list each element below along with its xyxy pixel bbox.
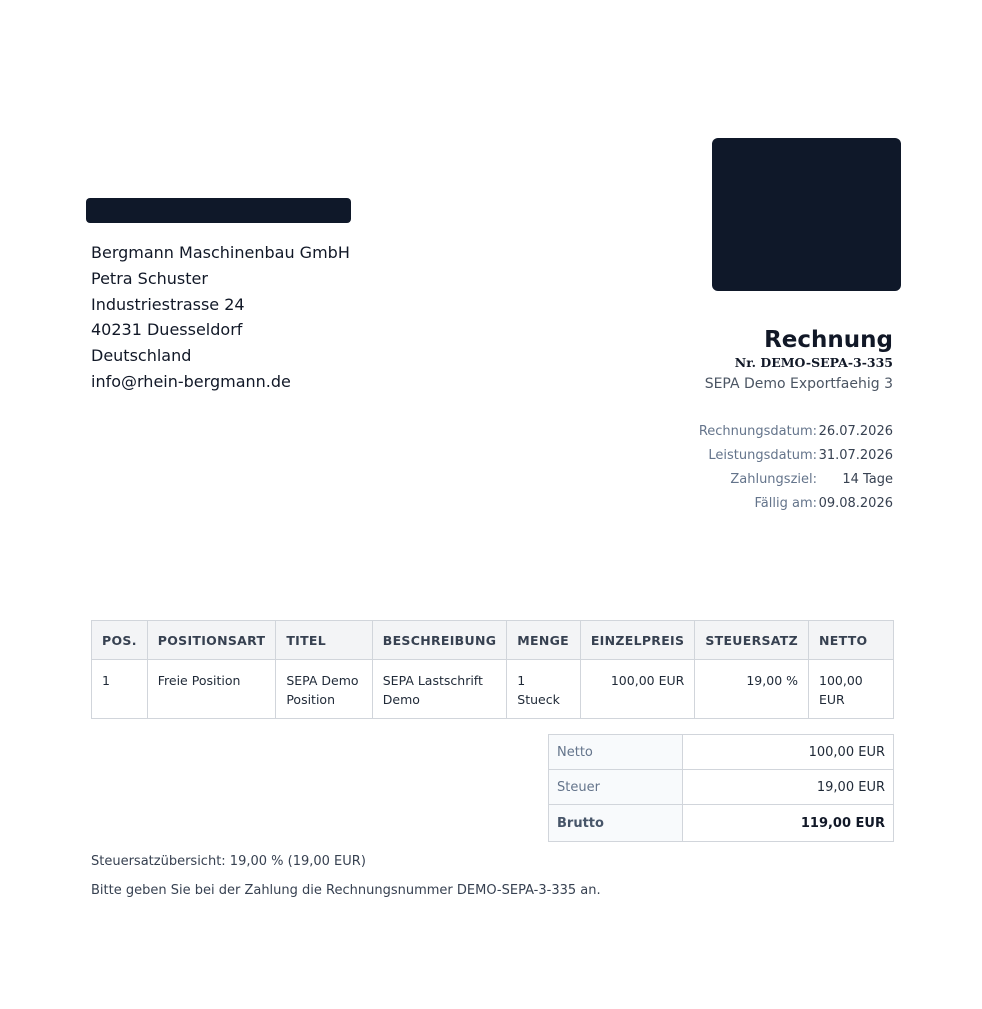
cell-pos: 1	[92, 660, 148, 719]
meta-row-invoice-date	[699, 420, 893, 444]
meta-value: 14 Tage	[842, 472, 893, 487]
column-header-steuersatz: STEUERSATZ	[695, 621, 809, 660]
totals-value: 100,00 EUR	[683, 735, 894, 770]
column-header-positionsart: POSITIONSART	[147, 621, 276, 660]
redacted-sender-line	[86, 198, 351, 223]
meta-row-payment-term	[699, 468, 893, 492]
recipient-street: Industriestrasse 24	[91, 294, 245, 314]
column-header-titel: TITEL	[276, 621, 372, 660]
cell-menge: 1 Stueck	[507, 660, 581, 719]
invoice-header	[705, 326, 893, 395]
recipient-city: 40231 Duesseldorf	[91, 320, 243, 340]
meta-value: 09.08.2026	[818, 496, 893, 511]
table-header-row	[92, 621, 894, 660]
totals-row-brutto	[549, 805, 894, 842]
totals-row-steuer	[549, 770, 894, 805]
column-header-netto: NETTO	[809, 621, 894, 660]
meta-row-service-date	[699, 444, 893, 468]
column-header-beschreibung: BESCHREIBUNG	[372, 621, 507, 660]
table-row	[92, 660, 894, 719]
meta-label: Rechnungsdatum:	[698, 424, 817, 439]
meta-value: 31.07.2026	[818, 448, 893, 463]
totals-row-netto	[549, 735, 894, 770]
recipient-address	[91, 240, 350, 395]
recipient-email: info@rhein-bergmann.de	[91, 371, 291, 391]
totals-value: 119,00 EUR	[683, 805, 894, 842]
invoice-subject: SEPA Demo Exportfaehig 3	[704, 376, 893, 392]
meta-row-due-date	[699, 492, 893, 516]
cell-positionsart: Freie Position	[147, 660, 276, 719]
cell-netto: 100,00 EUR	[809, 660, 894, 719]
column-header-menge: MENGE	[507, 621, 581, 660]
cell-einzelpreis: 100,00 EUR	[580, 660, 695, 719]
recipient-contact: Petra Schuster	[91, 268, 208, 288]
totals-table	[548, 734, 894, 842]
column-header-pos: POS.	[92, 621, 148, 660]
totals-label: Brutto	[549, 805, 683, 842]
meta-value: 26.07.2026	[818, 424, 893, 439]
payment-hint-note: Bitte geben Sie bei der Zahlung die Rechnungsnummer DEMO-SEPA-3-335 an.	[91, 883, 601, 898]
redacted-logo	[712, 138, 901, 291]
line-items-table	[91, 620, 894, 719]
column-header-einzelpreis: EINZELPREIS	[580, 621, 695, 660]
totals-label: Steuer	[549, 770, 683, 805]
cell-titel: SEPA Demo Position	[276, 660, 372, 719]
meta-label: Zahlungsziel:	[730, 472, 817, 487]
tax-summary-note: Steuersatzübersicht: 19,00 % (19,00 EUR)	[91, 854, 366, 869]
recipient-country: Deutschland	[91, 346, 192, 366]
invoice-title: Rechnung	[764, 327, 893, 353]
cell-beschreibung: SEPA Lastschrift Demo	[372, 660, 507, 719]
meta-label: Fällig am:	[754, 496, 817, 511]
invoice-meta	[699, 420, 893, 516]
totals-value: 19,00 EUR	[683, 770, 894, 805]
invoice-number: Nr. DEMO-SEPA-3-335	[734, 355, 893, 370]
cell-steuersatz: 19,00 %	[695, 660, 809, 719]
meta-label: Leistungsdatum:	[708, 448, 817, 463]
recipient-company: Bergmann Maschinenbau GmbH	[91, 243, 350, 262]
totals-label: Netto	[549, 735, 683, 770]
